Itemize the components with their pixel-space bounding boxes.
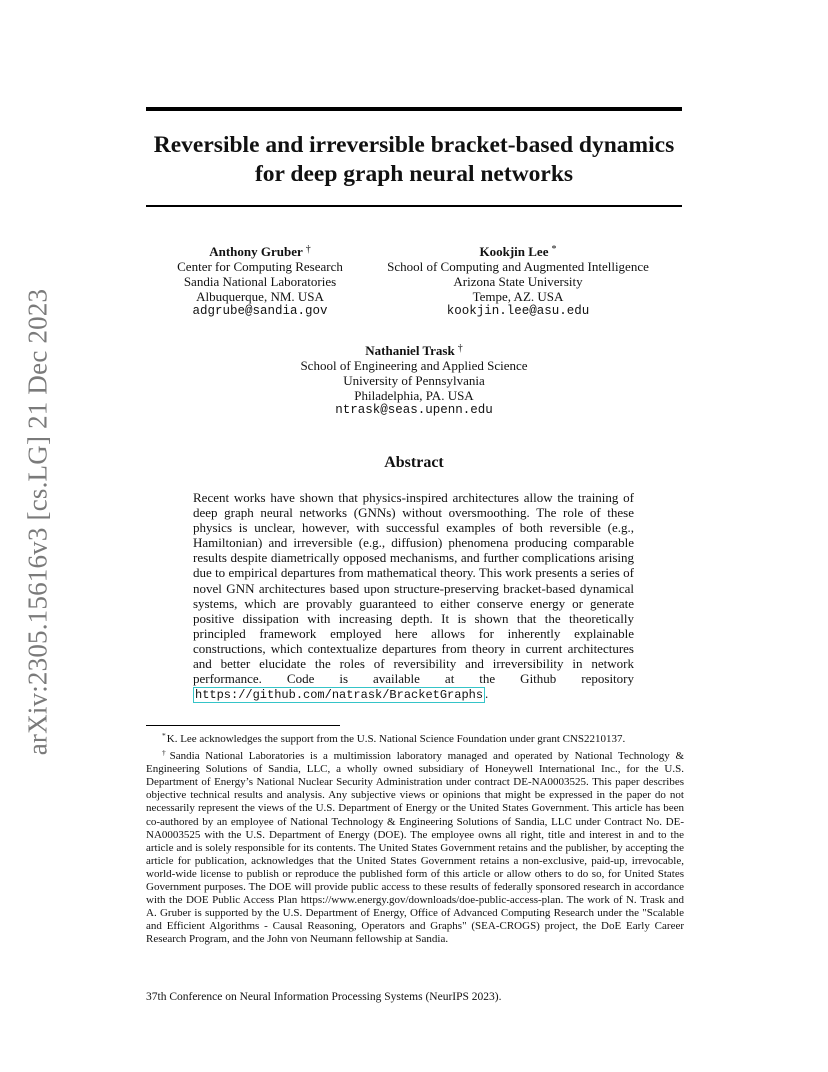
author-name: Anthony Gruber (209, 244, 303, 259)
author-affiliation: Arizona State University (453, 274, 583, 289)
title-line-2: for deep graph neural networks (254, 161, 574, 187)
title-bottom-rule (146, 205, 682, 207)
author-email: adgrube@sandia.gov (192, 304, 328, 318)
author-footnote-mark: * (551, 244, 557, 255)
author-affiliation: School of Engineering and Applied Science (300, 358, 528, 373)
author-email: kookjin.lee@asu.edu (446, 304, 590, 318)
author-name: Kookjin Lee (479, 244, 549, 259)
abstract-text: Recent works have shown that physics-inspired architectures allow the training of deep graph neural networks (GNNs) without oversmoothing. The role of these physics is unclear, however, with successful examples of both reversible (e.g., Hamiltonian) and irreversible (e.g., diffusion) phenomena producing comparable results despite diametrically opposed mechanisms, and further complications arising due to empirical departures from mathematical theory. This work presents a series of novel GNN architectures based upon structure-preserving bracket-based dynamical systems, which are provably guaranteed to either conserve energy or generate positive dissipation with increasing depth. It is shown that the theoretically principled framework employed here allows for inherently explainable constructions, which contextualize departures from theory in current architectures and better elucidate the roles of reversibility and irreversibility in network performance. Code is available at the Github repository (193, 490, 634, 687)
footnote-2 (146, 746, 684, 946)
conference-note: 37th Conference on Neural Information Processing Systems (NeurIPS 2023). (146, 991, 502, 1003)
footnote-1-text: K. Lee acknowledges the support from the U.S. National Science Foundation under grant CNS2210137. (166, 733, 626, 745)
author-footnote-mark: † (457, 343, 463, 354)
footnote-rule (146, 725, 340, 726)
author-footnote-mark: † (305, 244, 311, 255)
arxiv-stamp-text: arXiv:2305.15616v3 [cs.LG] 21 Dec 2023 (22, 288, 53, 756)
abstract-end-punct: . (485, 686, 489, 702)
abstract-body (193, 490, 634, 703)
paper-title (146, 131, 682, 189)
arxiv-side-stamp (24, 288, 52, 756)
author-block-trask (270, 341, 558, 418)
author-email: ntrask@seas.upenn.edu (335, 403, 493, 417)
footnotes (146, 729, 684, 947)
github-repo-link[interactable]: https://github.com/natrask/BracketGraphs (195, 688, 484, 703)
footnote-2-mark: † (162, 748, 169, 758)
title-line-1: Reversible and irreversible bracket-based dynamics (153, 132, 675, 158)
abstract-heading: Abstract (384, 454, 444, 471)
author-location: Philadelphia, PA. USA (354, 388, 474, 403)
footnote-1-mark: * (162, 731, 166, 740)
author-affiliation: Sandia National Laboratories (183, 274, 337, 289)
author-location: Tempe, AZ. USA (472, 289, 564, 304)
footnote-1 (146, 729, 684, 746)
title-top-rule (146, 107, 682, 111)
author-block-gruber (150, 242, 370, 319)
author-affiliation: Center for Computing Research (177, 259, 343, 274)
author-name: Nathaniel Trask (365, 343, 455, 358)
footnote-2-text: Sandia National Laboratories is a multimission laboratory managed and operated by National Technology & Engineering Solutions of Sandia, LLC, a wholly owned subsidiary of Honeywell International Inc., for the U.S. Department of Energy’s National Nuclear Security Administration under contract DE-NA0003525. This paper describes objective technical results and analysis. Any subjective views or opinions that might be expressed in the paper do not necessarily represent the views of the U.S. Department of Energy or the United States Government. This article has been co-authored by an employee of National Technology & Engineering Solutions of Sandia, LLC under Contract No. DE-NA0003525 with the U.S. Department of Energy (DOE). The employee owns all right, title and interest in and to the article and is solely responsible for its contents. The United States Government retains and the publisher, by accepting the article for publication, acknowledges that the United States Government retains a non-exclusive, paid-up, irrevocable, world-wide license to publish or reproduce the published form of this article or allow others to do so, for United States Government purposes. The DOE will provide public access to these results of federally sponsored research in accordance with the DOE Public Access Plan https://www.energy.gov/downloads/doe-public-access-plan. The work of N. Trask and A. Gruber is supported by the U.S. Department of Energy, Office of Advanced Computing Research under the "Scalable and Efficient Algorithms - Causal Reasoning, Operators and Graphs" (SEA-CROGS) project, the DoE Early Career Research Program, and the John von Neumann fellowship at Sandia. (146, 750, 684, 946)
author-affiliation: School of Computing and Augmented Intelligence (387, 259, 649, 274)
author-affiliation: University of Pennsylvania (343, 373, 485, 388)
author-location: Albuquerque, NM. USA (196, 289, 324, 304)
author-block-lee (370, 242, 666, 319)
